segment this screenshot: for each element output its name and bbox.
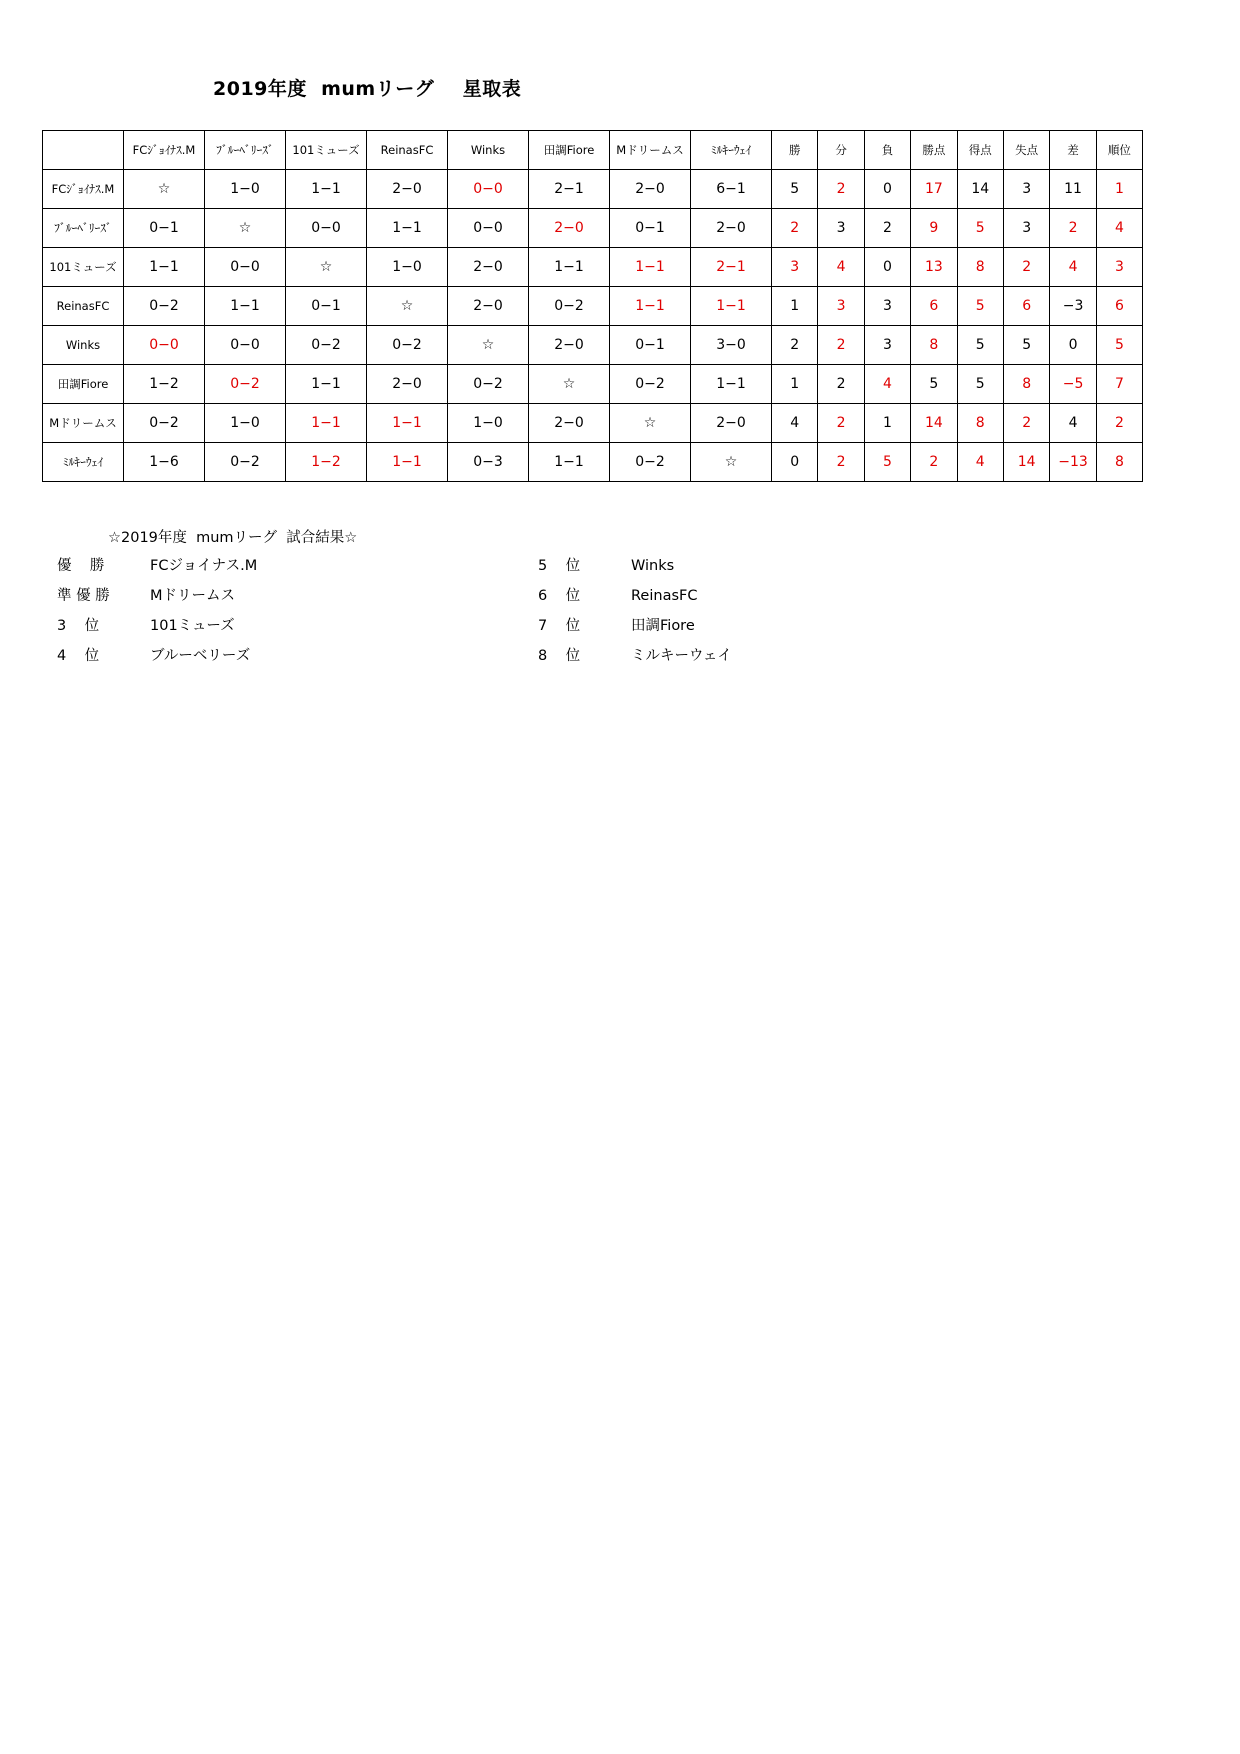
stat-cell: 5 [772,170,818,209]
match-result-cell: 1−0 [205,170,286,209]
match-result-cell: 2−0 [610,170,691,209]
match-result-cell: 1−1 [529,248,610,287]
result-team: 101ミューズ [150,618,235,634]
match-result-cell: 2−0 [529,326,610,365]
match-result-cell: 0−0 [448,170,529,209]
match-result-cell: 1−6 [124,443,205,482]
match-result-cell: 1−2 [286,443,367,482]
stat-cell: 14 [1003,443,1049,482]
stat-cell: 2 [1096,404,1142,443]
match-result-cell: 0−0 [448,209,529,248]
stat-cell: 0 [1050,326,1096,365]
stat-cell: 2 [1050,209,1096,248]
stat-cell: 5 [1096,326,1142,365]
match-result-cell: 0−2 [448,365,529,404]
match-result-cell: 1−0 [448,404,529,443]
column-header: ReinasFC [367,131,448,170]
match-result-cell: 1−1 [286,404,367,443]
result-team: 田調Fiore [631,618,695,634]
stat-cell: 2 [818,404,864,443]
stat-cell: 14 [957,170,1003,209]
column-header: 101ミューズ [286,131,367,170]
stat-cell: 3 [1003,170,1049,209]
result-rank: 4 位 [57,648,100,664]
match-result-cell: 0−2 [124,404,205,443]
match-result-cell: 3−0 [691,326,772,365]
stat-cell: 2 [772,209,818,248]
stat-cell: 4 [1050,404,1096,443]
result-rank: 3 位 [57,618,100,634]
stat-cell: 2 [864,209,910,248]
stat-cell: 8 [1096,443,1142,482]
stat-cell: 3 [1096,248,1142,287]
column-header: Winks [448,131,529,170]
table-row [43,365,1143,404]
match-result-cell: 0−2 [367,326,448,365]
match-result-cell: 1−1 [367,443,448,482]
match-result-cell: 1−1 [610,248,691,287]
stat-cell: −5 [1050,365,1096,404]
match-result-cell: 0−0 [286,209,367,248]
table-body [43,170,1143,482]
stat-cell: 3 [864,287,910,326]
match-result-cell: ☆ [124,170,205,209]
match-result-cell: 1−1 [691,365,772,404]
match-result-cell: 1−0 [205,404,286,443]
result-rank: 7 位 [538,618,581,634]
column-header: ﾌﾞﾙｰﾍﾞﾘｰｽﾞ [205,131,286,170]
table-row [43,170,1143,209]
stat-cell: 0 [772,443,818,482]
match-result-cell: 0−1 [124,209,205,248]
row-team-name: 田調Fiore [43,365,124,404]
stat-cell: 3 [818,287,864,326]
stat-cell: 2 [818,443,864,482]
match-result-cell: 0−0 [205,326,286,365]
stat-cell: 1 [1096,170,1142,209]
match-result-cell: 0−2 [205,365,286,404]
stat-cell: 0 [864,248,910,287]
match-result-cell: ☆ [367,287,448,326]
stat-cell: 4 [1050,248,1096,287]
row-team-name: ﾐﾙｷｰｳｪｲ [43,443,124,482]
table-row [43,248,1143,287]
column-header: 田調Fiore [529,131,610,170]
stat-cell: 7 [1096,365,1142,404]
stat-cell: 11 [1050,170,1096,209]
column-header: 勝点 [911,131,957,170]
row-team-name: Winks [43,326,124,365]
match-result-cell: 2−0 [691,404,772,443]
page-title: 2019年度 mumリーグ 星取表 [213,78,522,100]
result-rank: 準 優 勝 [57,588,110,604]
match-result-cell: 2−0 [448,287,529,326]
result-team: ミルキーウェイ [631,648,732,664]
stat-cell: 1 [772,365,818,404]
column-header: ﾐﾙｷｰｳｪｲ [691,131,772,170]
match-result-cell: 0−1 [286,287,367,326]
match-result-cell: 6−1 [691,170,772,209]
table-row [43,326,1143,365]
stat-cell: 6 [1003,287,1049,326]
match-result-cell: 0−3 [448,443,529,482]
result-rank: 8 位 [538,648,581,664]
match-result-cell: 1−1 [205,287,286,326]
stat-cell: 3 [818,209,864,248]
match-result-cell: 0−2 [529,287,610,326]
table-row [43,404,1143,443]
match-result-cell: 2−0 [691,209,772,248]
stat-cell: 5 [911,365,957,404]
match-result-cell: ☆ [205,209,286,248]
result-team: Mドリームス [150,588,236,604]
stat-cell: 2 [1003,404,1049,443]
match-result-cell: ☆ [286,248,367,287]
stat-cell: 1 [772,287,818,326]
match-result-cell: 0−1 [610,326,691,365]
match-result-cell: 1−1 [367,404,448,443]
match-result-cell: 1−1 [610,287,691,326]
stat-cell: 0 [864,170,910,209]
match-result-cell: 2−0 [529,404,610,443]
stat-cell: 14 [911,404,957,443]
stat-cell: 8 [957,404,1003,443]
stat-cell: 3 [1003,209,1049,248]
result-team: FCジョイナス.M [150,558,258,574]
match-result-cell: ☆ [610,404,691,443]
result-team: Winks [631,558,675,574]
column-header: 負 [864,131,910,170]
stat-cell: 6 [911,287,957,326]
stat-cell: 2 [1003,248,1049,287]
stat-cell: 17 [911,170,957,209]
match-result-cell: ☆ [529,365,610,404]
table-row [43,209,1143,248]
stat-cell: 4 [864,365,910,404]
stat-cell: 4 [957,443,1003,482]
match-result-cell: 1−1 [286,170,367,209]
stat-cell: 8 [957,248,1003,287]
stat-cell: 5 [864,443,910,482]
stat-cell: 5 [957,365,1003,404]
column-header: Mドリームス [610,131,691,170]
result-rank: 優 勝 [57,558,105,574]
stat-cell: 2 [818,365,864,404]
match-result-cell: 0−2 [610,365,691,404]
result-team: ReinasFC [631,588,698,604]
match-result-cell: 0−2 [205,443,286,482]
column-header: 得点 [957,131,1003,170]
match-result-cell: 1−1 [367,209,448,248]
stat-cell: −13 [1050,443,1096,482]
match-result-cell: 0−2 [124,287,205,326]
stat-cell: −3 [1050,287,1096,326]
stat-cell: 5 [957,287,1003,326]
stat-cell: 3 [772,248,818,287]
column-header: 順位 [1096,131,1142,170]
match-result-cell: 1−0 [367,248,448,287]
stat-cell: 9 [911,209,957,248]
stat-cell: 8 [911,326,957,365]
column-header: 失点 [1003,131,1049,170]
stat-cell: 5 [957,326,1003,365]
stat-cell: 6 [1096,287,1142,326]
match-result-cell: 2−0 [367,170,448,209]
stat-cell: 5 [957,209,1003,248]
table-row [43,443,1143,482]
match-result-cell: 2−1 [691,248,772,287]
row-team-name: 101ミューズ [43,248,124,287]
match-result-cell: 2−0 [367,365,448,404]
stat-cell: 1 [864,404,910,443]
row-team-name: ReinasFC [43,287,124,326]
stat-cell: 2 [818,170,864,209]
match-result-cell: 0−1 [610,209,691,248]
stat-cell: 2 [772,326,818,365]
column-header: 分 [818,131,864,170]
column-header: 勝 [772,131,818,170]
stat-cell: 3 [864,326,910,365]
match-result-cell: 1−1 [529,443,610,482]
stat-cell: 4 [1096,209,1142,248]
row-team-name: FCｼﾞｮｲﾅｽ.M [43,170,124,209]
table-row [43,287,1143,326]
match-result-cell: ☆ [448,326,529,365]
stat-cell: 4 [772,404,818,443]
match-result-cell: 2−0 [529,209,610,248]
match-result-cell: ☆ [691,443,772,482]
column-header: 差 [1050,131,1096,170]
stat-cell: 2 [818,326,864,365]
stat-cell: 5 [1003,326,1049,365]
standings-table [42,130,1143,482]
match-result-cell: 0−0 [205,248,286,287]
stat-cell: 2 [911,443,957,482]
result-team: ブルーベリーズ [150,648,251,664]
match-result-cell: 0−2 [286,326,367,365]
column-header: FCｼﾞｮｲﾅｽ.M [124,131,205,170]
match-result-cell: 2−0 [448,248,529,287]
table-header-row [43,131,1143,170]
result-rank: 5 位 [538,558,581,574]
match-result-cell: 1−1 [124,248,205,287]
match-result-cell: 1−1 [286,365,367,404]
results-heading: ☆2019年度 mumリーグ 試合結果☆ [108,530,358,546]
stat-cell: 4 [818,248,864,287]
row-team-name: ﾌﾞﾙｰﾍﾞﾘｰｽﾞ [43,209,124,248]
result-rank: 6 位 [538,588,581,604]
match-result-cell: 1−2 [124,365,205,404]
match-result-cell: 1−1 [691,287,772,326]
match-result-cell: 0−2 [610,443,691,482]
table-corner-cell [43,131,124,170]
match-result-cell: 2−1 [529,170,610,209]
row-team-name: Mドリームス [43,404,124,443]
match-result-cell: 0−0 [124,326,205,365]
stat-cell: 13 [911,248,957,287]
stat-cell: 8 [1003,365,1049,404]
